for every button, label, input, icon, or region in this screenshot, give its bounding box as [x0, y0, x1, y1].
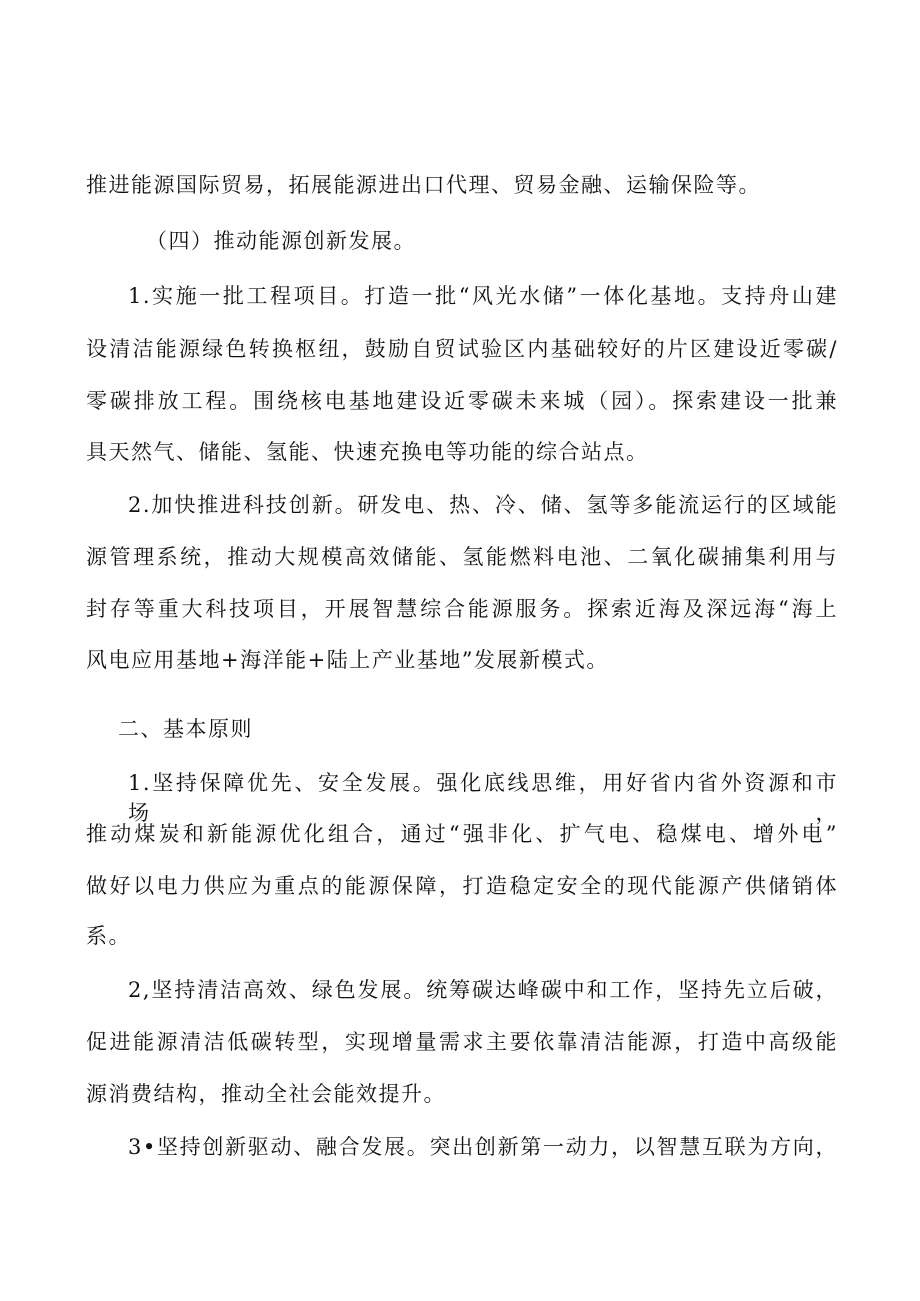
paragraph-line: 推进能源国际贸易，拓展能源进出口代理、贸易金融、运输保险等。	[86, 173, 761, 197]
paragraph-line: 设清洁能源绿色转换枢纽，鼓励自贸试验区内基础较好的片区建设近零碳/	[86, 337, 838, 361]
paragraph-line: 零碳排放工程。围绕核电基地建设近零碳未来城（园）。探索建设一批兼	[86, 389, 838, 413]
paragraph-line: 封存等重大科技项目，开展智慧综合能源服务。探索近海及深远海“海上	[86, 597, 838, 621]
paragraph-line: 1.实施一批工程项目。打造一批“风光水储”一体化基地。支持舟山建	[128, 284, 838, 308]
paragraph-line: 推动煤炭和新能源优化组合，通过“强非化、扩气电、稳煤电、增外电”	[86, 822, 838, 846]
paragraph-line: 做好以电力供应为重点的能源保障，打造稳定安全的现代能源产供储销体	[86, 874, 838, 898]
paragraph-line: 2.加快推进科技创新。研发电、热、冷、储、氢等多能流运行的区域能	[128, 493, 838, 517]
paragraph-line: 具天然气、储能、氢能、快速充换电等功能的综合站点。	[86, 440, 649, 464]
paragraph-line: 促进能源清洁低碳转型，实现增量需求主要依靠清洁能源，打造中高级能	[86, 1030, 838, 1054]
section-heading: 二、基本原则	[118, 717, 253, 741]
paragraph-line: 3•坚持创新驱动、融合发展。突出创新第一动力，以智慧互联为方向，	[128, 1135, 838, 1159]
paragraph-line: 2,坚持清洁高效、绿色发展。统筹碳达峰碳中和工作，坚持先立后破，	[128, 978, 838, 1002]
section-heading: （四）推动能源创新发展。	[146, 229, 416, 253]
paragraph-line: 风电应用基地+海洋能+陆上产业基地”发展新模式。	[86, 648, 609, 672]
paragraph-line: 源消费结构，推动全社会能效提升。	[86, 1082, 446, 1106]
paragraph-line: 源管理系统，推动大规模高效储能、氢能燃料电池、二氧化碳捕集利用与	[86, 545, 838, 569]
paragraph-line: 系。	[86, 924, 131, 948]
paragraph-line: 1.坚持保障优先、安全发展。强化底线思维，用好省内省外资源和市场，	[128, 771, 838, 825]
